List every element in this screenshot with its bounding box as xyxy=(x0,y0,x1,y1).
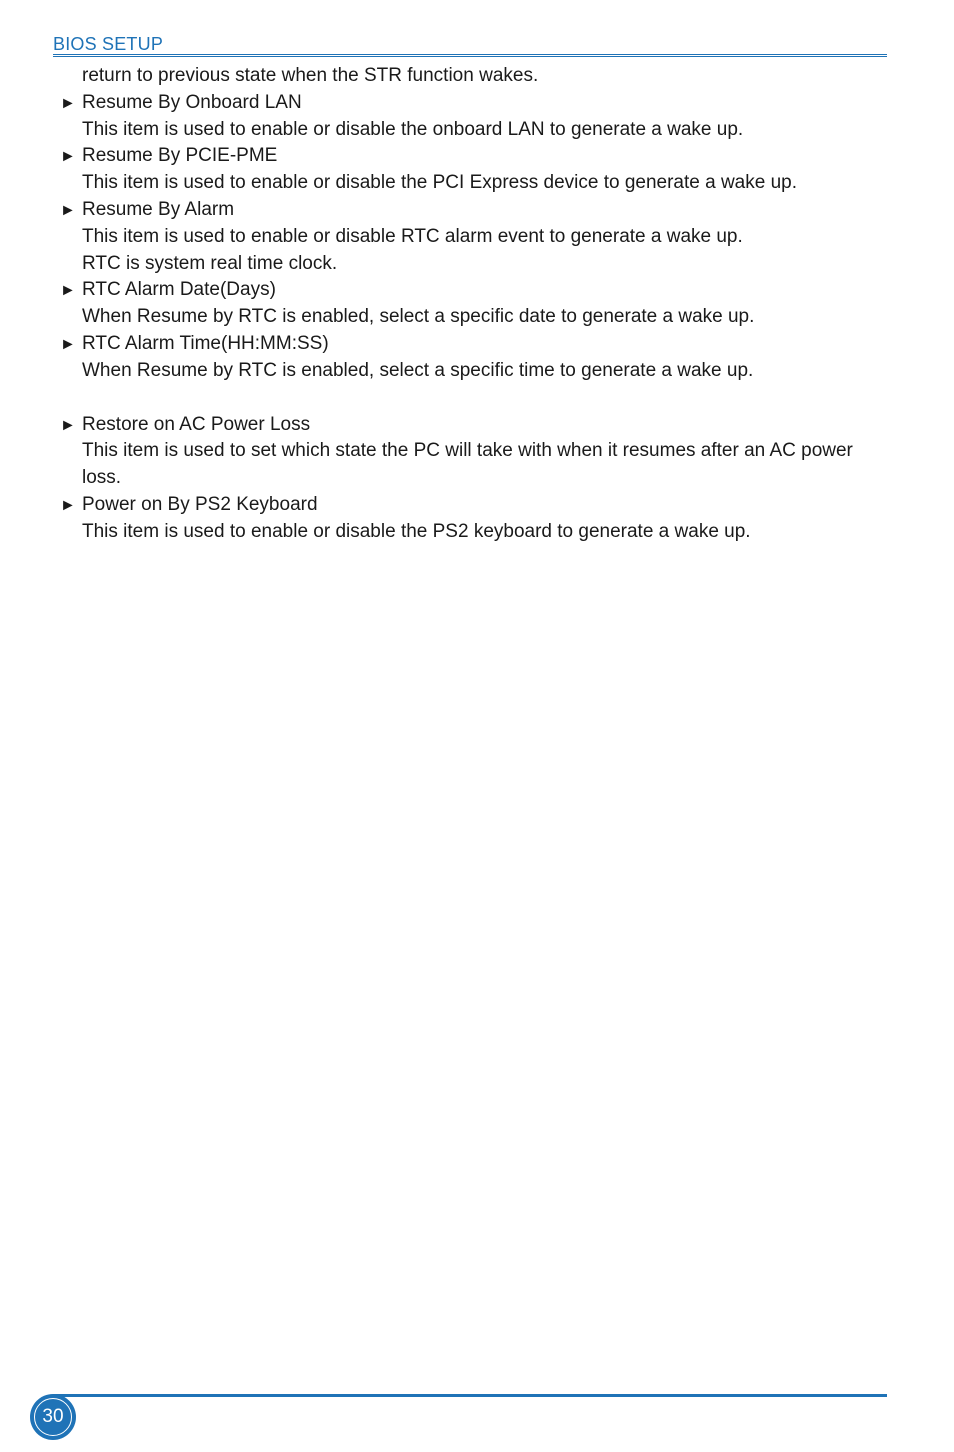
list-item xyxy=(60,412,310,439)
arrow-right-icon: ► xyxy=(60,202,76,219)
list-item xyxy=(60,143,277,170)
item-title: Resume By Onboard LAN xyxy=(82,92,302,113)
item-title: Restore on AC Power Loss xyxy=(82,414,311,435)
list-item xyxy=(60,331,329,358)
item-title: Resume By PCIE-PME xyxy=(82,145,278,166)
section-title: BIOS SETUP xyxy=(53,34,164,54)
arrow-right-icon: ► xyxy=(60,497,76,514)
header-rule xyxy=(53,56,887,57)
arrow-right-icon: ► xyxy=(60,417,76,434)
item-description: When Resume by RTC is enabled, select a specific time to generate a wake up. xyxy=(82,360,754,381)
item-title: Power on By PS2 Keyboard xyxy=(82,494,318,515)
list-item xyxy=(60,492,318,519)
lead-paragraph: return to previous state when the STR function wakes. xyxy=(82,65,539,86)
footer-rule xyxy=(53,1394,887,1397)
page-number: 30 xyxy=(34,1398,72,1436)
item-description: RTC is system real time clock. xyxy=(82,253,338,274)
arrow-right-icon: ► xyxy=(60,282,76,299)
item-title: Resume By Alarm xyxy=(82,199,235,220)
page-number-badge xyxy=(31,1395,75,1439)
item-description: This item is used to set which state the PC will take with when it resumes after an AC power xyxy=(82,440,853,461)
item-description: This item is used to enable or disable the onboard LAN to generate a wake up. xyxy=(82,119,744,140)
item-description: This item is used to enable or disable RTC alarm event to generate a wake up. xyxy=(82,226,743,247)
item-title: RTC Alarm Time(HH:MM:SS) xyxy=(82,333,329,354)
arrow-right-icon: ► xyxy=(60,148,76,165)
arrow-right-icon: ► xyxy=(60,95,76,112)
arrow-right-icon: ► xyxy=(60,336,76,353)
header-rule xyxy=(53,54,887,55)
item-description: This item is used to enable or disable the PS2 keyboard to generate a wake up. xyxy=(82,521,751,542)
list-item xyxy=(60,277,276,304)
item-title: RTC Alarm Date(Days) xyxy=(82,279,276,300)
item-description: loss. xyxy=(82,467,122,488)
list-item xyxy=(60,197,234,224)
item-description: This item is used to enable or disable the PCI Express device to generate a wake up. xyxy=(82,172,798,193)
list-item xyxy=(60,90,302,117)
item-description: When Resume by RTC is enabled, select a specific date to generate a wake up. xyxy=(82,306,755,327)
